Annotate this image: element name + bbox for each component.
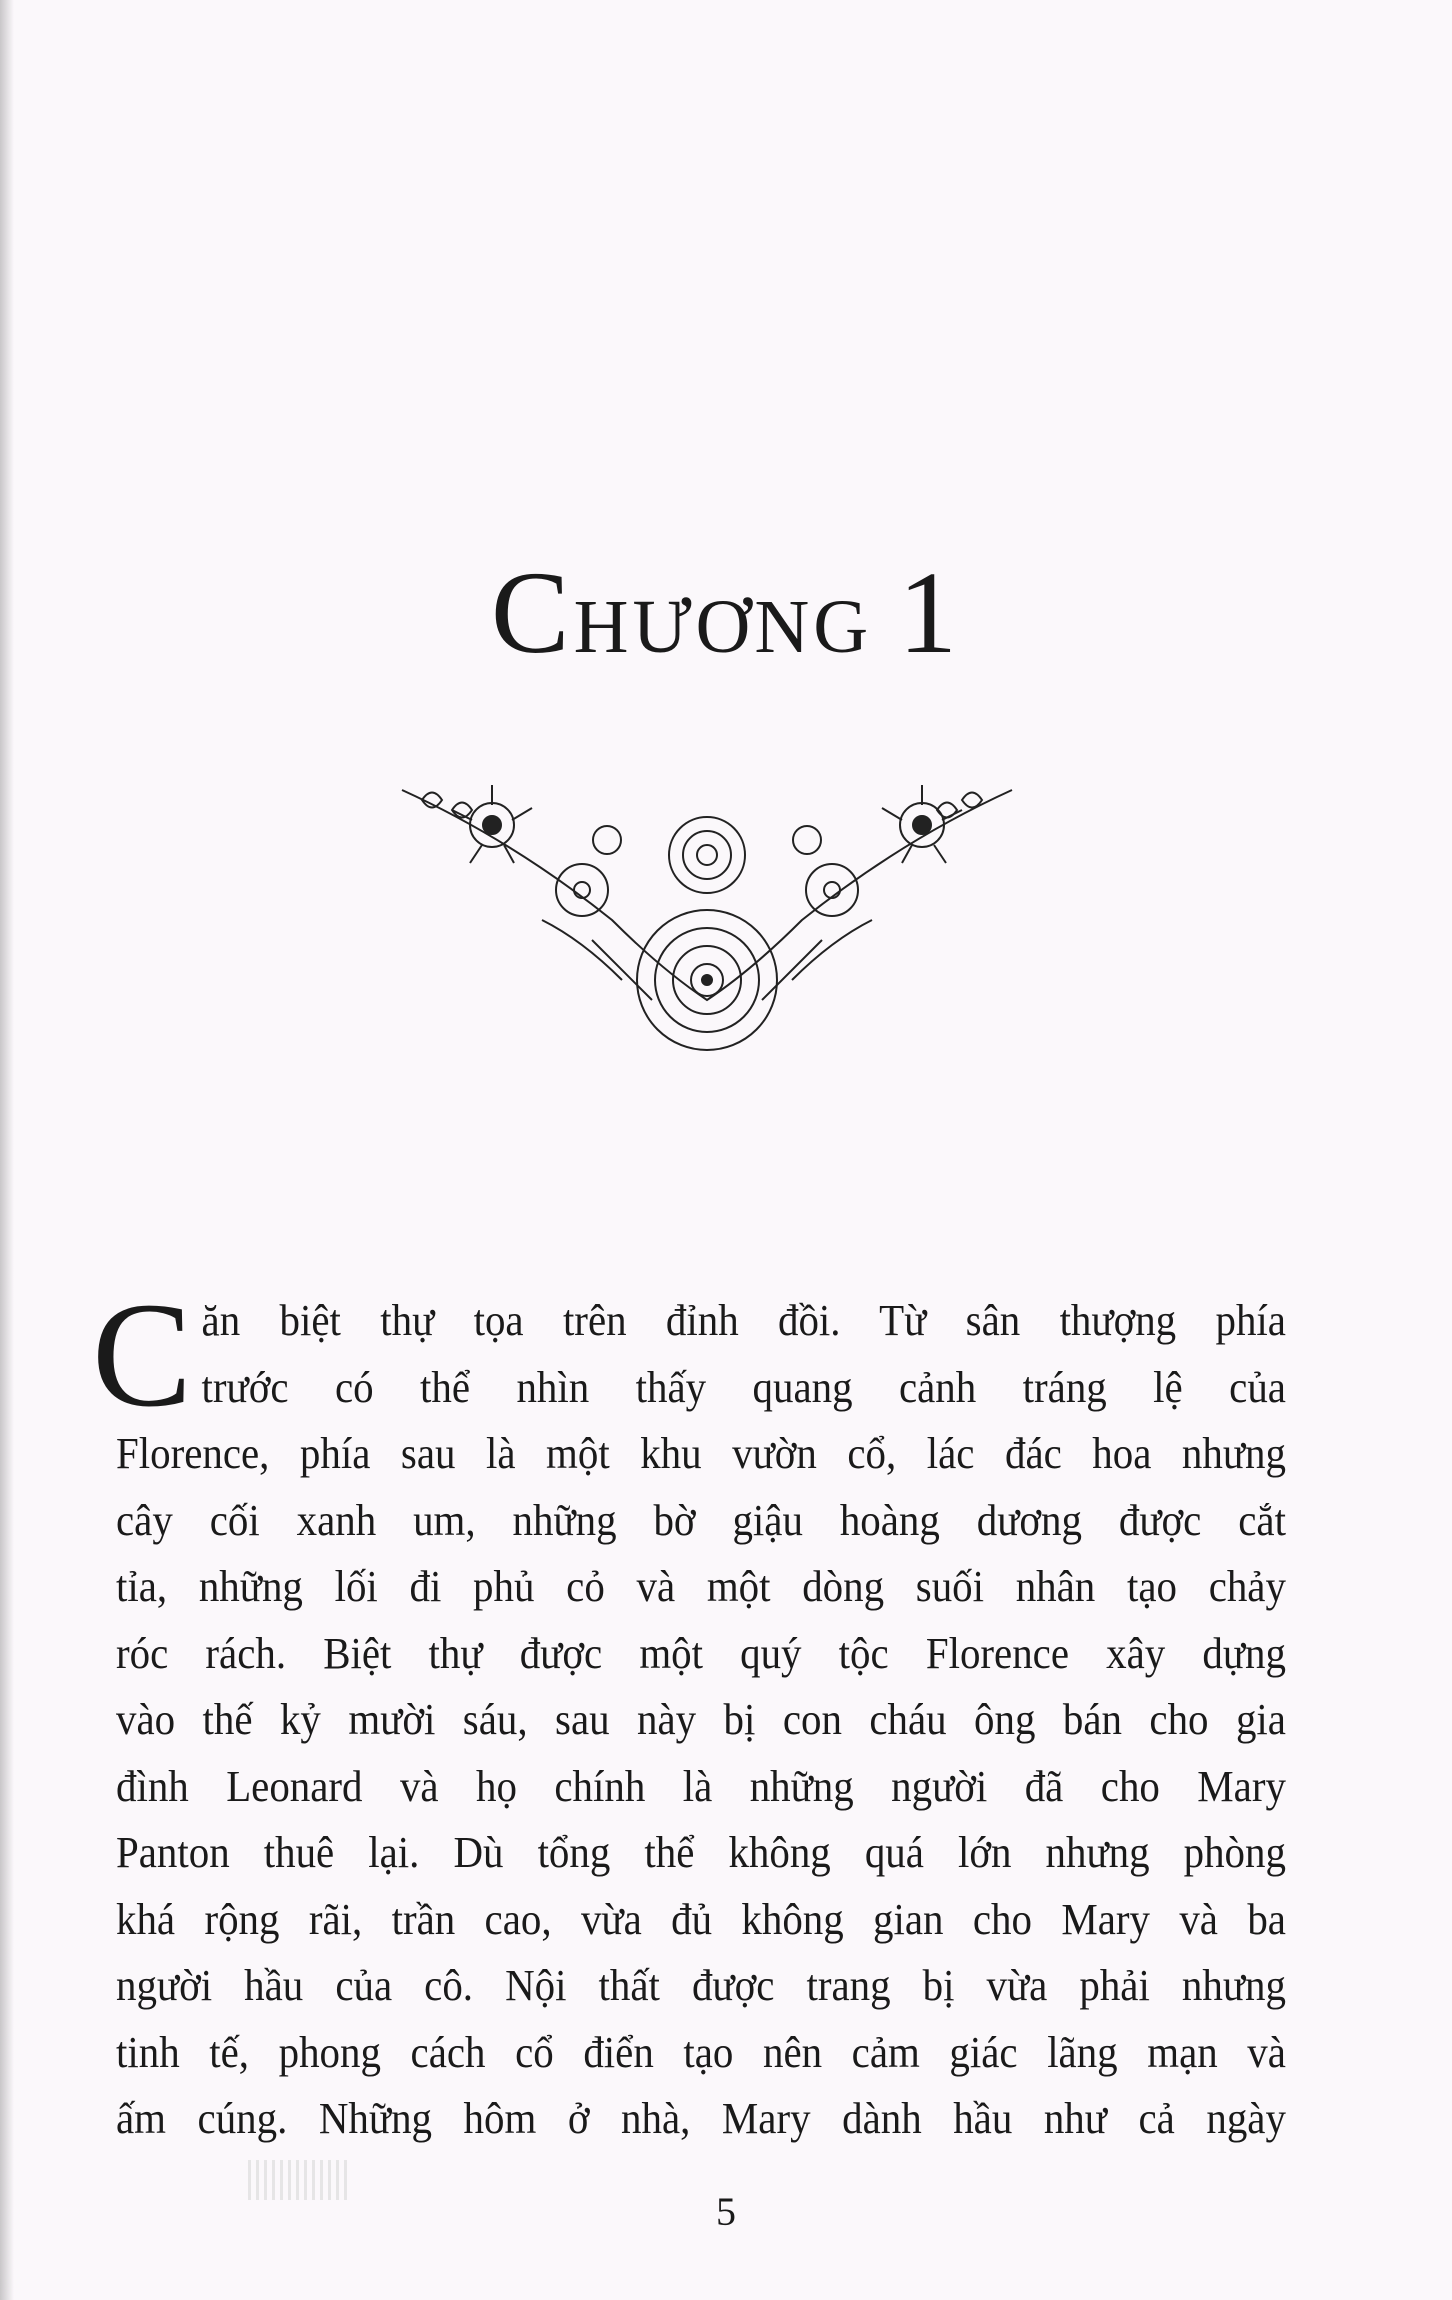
text-line: Florence, phía sau là một khu vườn cổ, lác đác hoa nhưng — [116, 1429, 1286, 1478]
leaves — [422, 793, 982, 1001]
text-line: khá rộng rãi, trần cao, vừa đủ không gian cho Mary và ba — [116, 1894, 1286, 1944]
flower-bottom-center — [637, 910, 777, 1050]
flower-left — [452, 785, 532, 863]
text-line: người hầu của cô. Nội thất được trang bị vừa phải nhưng — [116, 1961, 1286, 2010]
text-line: đình Leonard và họ chính là những người đã cho Mary — [116, 1761, 1286, 1811]
text-line: ấm cúng. Những hôm ở nhà, Mary dành hầu như cả ngày — [116, 2094, 1286, 2143]
text-line: ăn biệt thự tọa trên đỉnh đồi. Từ sân thượng phía — [201, 1296, 1286, 1345]
body-text — [116, 1288, 1286, 2153]
text-line: tỉa, những lối đi phủ cỏ và một dòng suối nhân tạo chảy — [116, 1562, 1286, 1611]
chapter-number: 1 — [898, 547, 962, 678]
small-flowers — [556, 826, 858, 916]
text-line: róc rách. Biệt thự được một quý tộc Florence xây dựng — [116, 1628, 1286, 1678]
page-edge-shadow — [0, 0, 14, 2300]
floral-ornament-icon — [392, 780, 1022, 1070]
text-line: vào thế kỷ mười sáu, sau này bị con cháu ông bán cho gia — [116, 1695, 1286, 1744]
flower-right — [882, 785, 962, 863]
chapter-title-initial: C — [490, 547, 574, 678]
text-line: cây cối xanh um, những bờ giậu hoàng dương được cắt — [116, 1495, 1286, 1545]
text-line: tinh tế, phong cách cổ điển tạo nên cảm giác lãng mạn và — [116, 2027, 1286, 2077]
scan-artifact — [248, 2160, 348, 2200]
chapter-title — [0, 545, 1452, 681]
drop-cap: C — [92, 1272, 193, 1438]
chapter-title-rest: HƯƠNG — [573, 585, 873, 669]
flower-top-center — [669, 817, 745, 893]
text-line: Panton thuê lại. Dù tổng thể không quá lớn nhưng phòng — [116, 1828, 1286, 1877]
text-line: trước có thể nhìn thấy quang cảnh tráng lệ của — [201, 1362, 1286, 1412]
page-number: 5 — [716, 2189, 736, 2234]
